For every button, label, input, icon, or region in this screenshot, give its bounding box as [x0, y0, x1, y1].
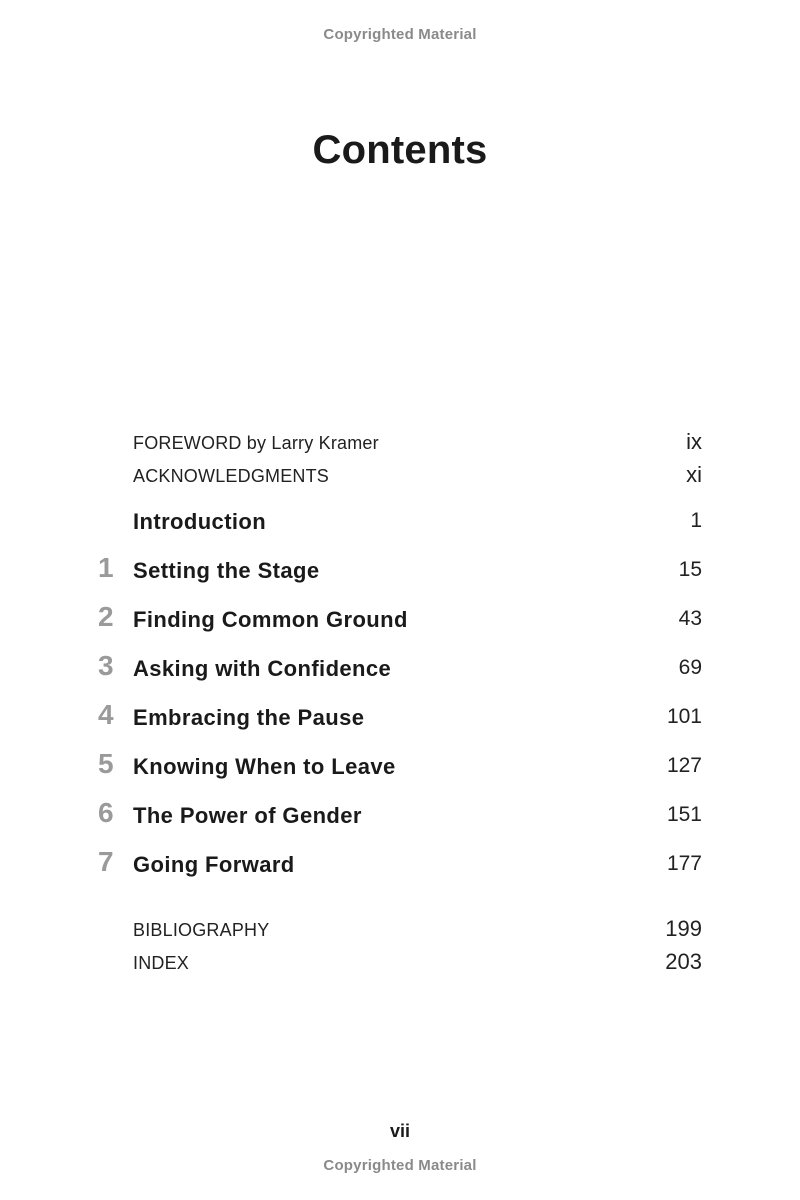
toc-entry-page: 43 — [678, 607, 702, 630]
toc-entry-title: Setting the Stage — [133, 558, 320, 583]
toc-entry-chapter-3 — [98, 650, 702, 690]
toc-entry-title: FOREWORD by Larry Kramer — [133, 433, 379, 453]
toc-entry-page: xi — [686, 462, 702, 487]
toc-entry-page: ix — [686, 429, 702, 454]
chapter-number: 5 — [98, 748, 114, 779]
page-number: vii — [389, 1121, 410, 1141]
toc-entry-page: 177 — [666, 852, 702, 875]
toc-entry-title: The Power of Gender — [133, 803, 362, 828]
toc-entry-chapter-7 — [98, 846, 702, 886]
toc-entry-title: BIBLIOGRAPHY — [133, 920, 270, 940]
chapter-number: 6 — [98, 797, 114, 828]
toc-entry-title: ACKNOWLEDGMENTS — [133, 466, 330, 486]
toc-entry-page: 15 — [678, 558, 702, 581]
toc-entry-title: Finding Common Ground — [133, 607, 408, 632]
toc-entry-page: 203 — [665, 949, 702, 974]
toc-entry-title: Asking with Confidence — [133, 656, 392, 681]
toc-entry-title: INDEX — [133, 953, 190, 973]
toc-entry-page: 69 — [678, 656, 702, 679]
copyright-watermark-top: Copyrighted Material — [323, 26, 477, 43]
toc-entry-title: Knowing When to Leave — [133, 754, 396, 779]
chapter-number: 2 — [98, 601, 114, 632]
toc-entry-index — [98, 949, 702, 987]
toc-entry-chapter-6 — [98, 797, 702, 837]
chapter-number: 7 — [98, 846, 114, 877]
chapter-number: 3 — [98, 650, 114, 681]
toc-entry-title: Embracing the Pause — [133, 705, 365, 730]
toc-entry-title: Going Forward — [133, 852, 295, 877]
toc-entry-foreword — [98, 429, 702, 467]
toc-entry-page: 199 — [665, 916, 702, 941]
toc-entry-acknowledgments — [98, 462, 702, 500]
copyright-watermark-bottom: Copyrighted Material — [323, 1157, 477, 1174]
toc-entry-introduction — [98, 509, 702, 543]
toc-entry-chapter-2 — [98, 601, 702, 641]
toc-entry-bibliography — [98, 916, 702, 954]
page-title: Contents — [312, 128, 488, 172]
toc-entry-page: 101 — [666, 705, 702, 728]
chapter-number: 1 — [98, 552, 114, 583]
toc-entry-page: 1 — [690, 509, 702, 532]
toc-entry-page: 127 — [666, 754, 702, 777]
toc-entry-title: Introduction — [133, 509, 267, 534]
toc-entry-page: 151 — [666, 803, 702, 826]
toc-entry-chapter-4 — [98, 699, 702, 739]
toc-entry-chapter-1 — [98, 552, 702, 592]
toc-entry-chapter-5 — [98, 748, 702, 788]
chapter-number: 4 — [98, 699, 114, 730]
